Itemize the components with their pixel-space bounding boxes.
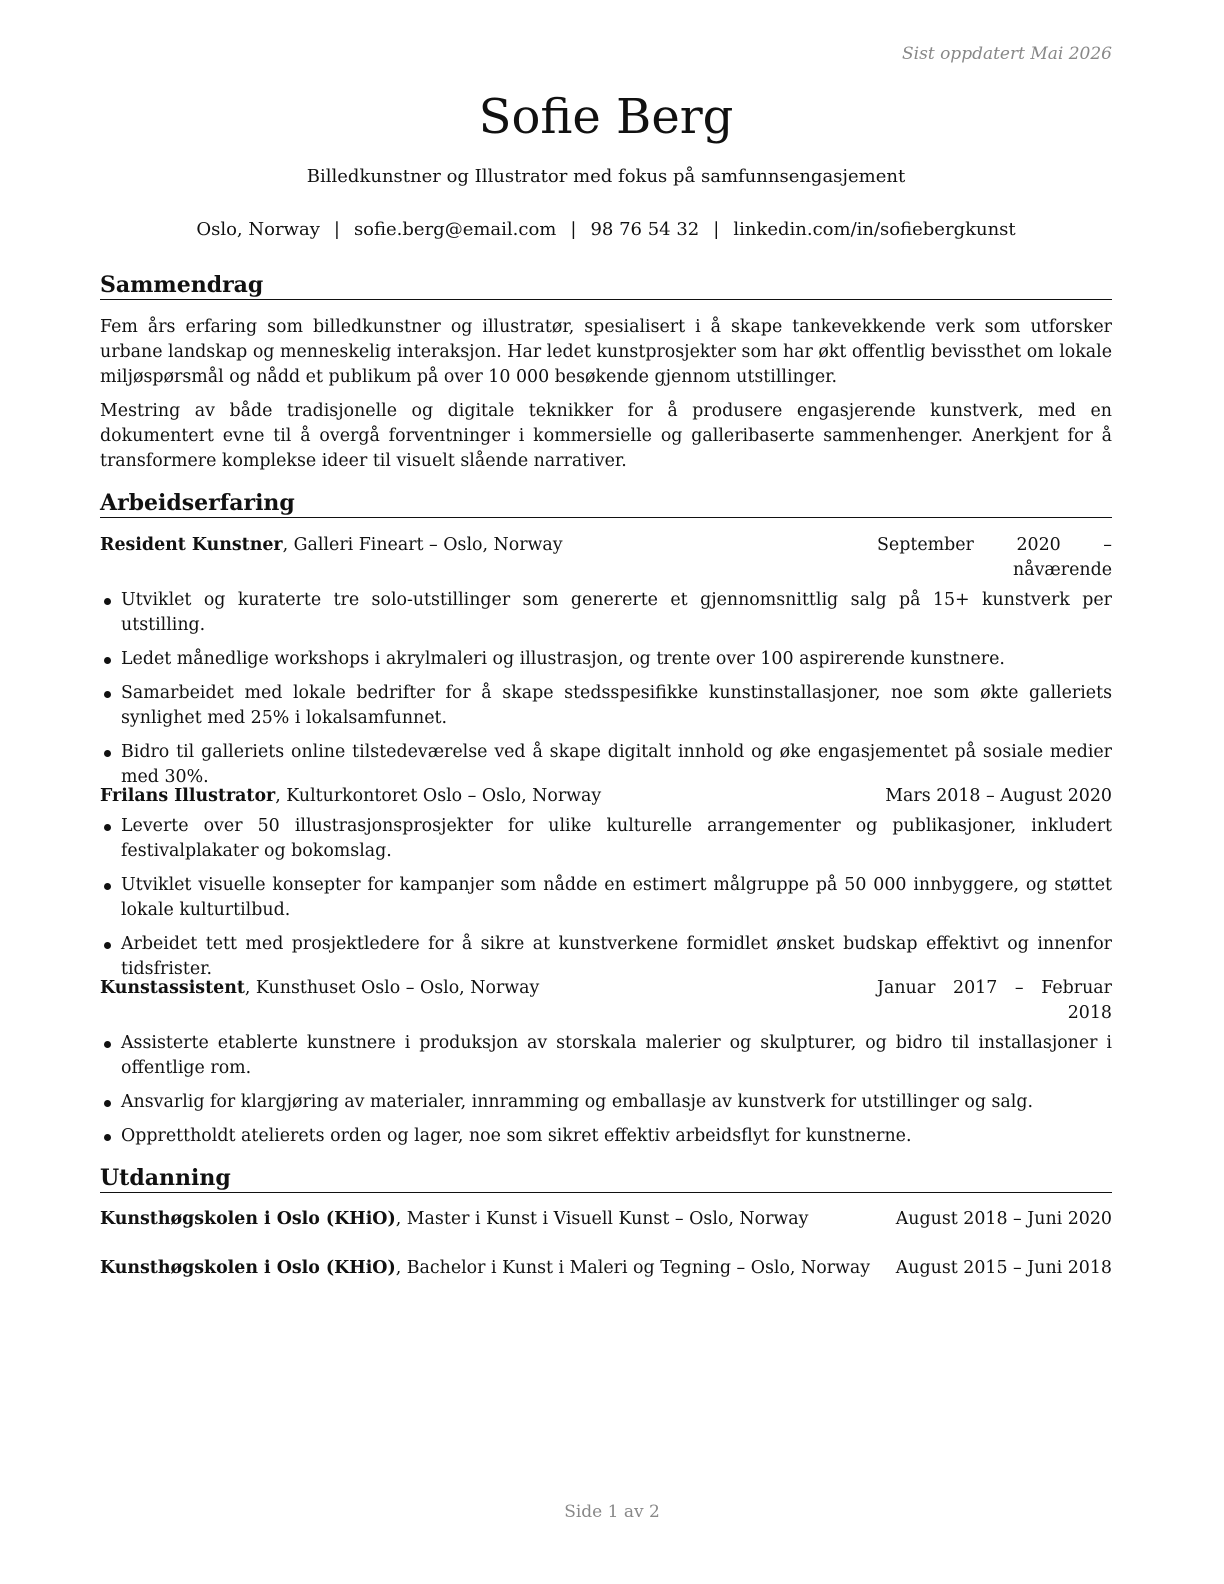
list-item: Bidro til galleriets online tilstedeværelse ved å skape digitalt innhold og øke engasjementet på sosiale medier med 30%.	[100, 740, 1112, 790]
contact-email[interactable]: sofie.berg@email.com	[353, 219, 557, 240]
education-dates: August 2015 – Juni 2018	[895, 1258, 1112, 1278]
job-bullets	[100, 814, 1112, 991]
contact-line	[100, 219, 1112, 240]
job-org: , Galleri Fineart – Oslo, Norway	[282, 535, 563, 555]
job-role: Kunstassistent	[100, 978, 245, 998]
job-bullets	[100, 588, 1112, 799]
list-item: Ledet månedlige workshops i akrylmaleri og illustrasjon, og trente over 100 aspirerende kunstnere.	[100, 647, 1112, 672]
section-title-education: Utdanning	[100, 1164, 1112, 1193]
list-item: Utviklet visuelle konsepter for kampanjer som nådde en estimert målgruppe på 50 000 innbyggere, og støttet lokale kulturtilbud.	[100, 873, 1112, 923]
job-header	[100, 784, 1112, 809]
list-item: Ansvarlig for klargjøring av materialer, innramming og emballasje av kunstverk for utstillinger og salg.	[100, 1090, 1112, 1115]
contact-separator: |	[570, 219, 577, 240]
list-item: Utviklet og kuraterte tre solo-utstillinger som genererte et gjennomsnittlig salg på 15+ kunstverk per utstilling.	[100, 588, 1112, 638]
education-dates: August 2018 – Juni 2020	[895, 1209, 1112, 1229]
last-updated-note: Sist oppdatert Mai 2026	[902, 44, 1112, 64]
list-item: Leverte over 50 illustrasjonsprosjekter for ulike kulturelle arrangementer og publikasjoner, inkludert festivalplakater og bokomslag.	[100, 814, 1112, 864]
list-item: Samarbeidet med lokale bedrifter for å skape stedsspesifikke kunstinstallasjoner, noe som økte galleriets synlighet med 25% i lokalsamfunnet.	[100, 681, 1112, 731]
contact-linkedin[interactable]: linkedin.com/in/sofiebergkunst	[733, 219, 1016, 240]
candidate-name: Sofie Berg	[478, 89, 734, 145]
list-item: Arbeidet tett med prosjektledere for å sikre at kunstverkene formidlet ønsket budskap effektivt og innenfor tidsfrister.	[100, 932, 1112, 982]
job-dates: Januar 2017 – Februar 2018	[877, 978, 1112, 1023]
job-role: Frilans Illustrator	[100, 786, 276, 806]
section-title-summary: Sammendrag	[100, 271, 1112, 300]
summary-paragraph: Mestring av både tradisjonelle og digitale teknikker for å produsere engasjerende kunstverk, med en dokumentert evne til å overgå forventninger i kommersielle og galleribaserte sammenhenger. Anerkjent for å transformere komplekse ideer til visuelt slående narrativer.	[100, 401, 1112, 471]
job-dates: Mars 2018 – August 2020	[885, 786, 1112, 806]
contact-separator: |	[333, 219, 340, 240]
education-school: Kunsthøgskolen i Oslo (KHiO)	[100, 1209, 396, 1229]
job-header	[100, 976, 1112, 1023]
page-number: Side 1 av 2	[564, 1502, 660, 1522]
job-header	[100, 533, 1112, 580]
education-school: Kunsthøgskolen i Oslo (KHiO)	[100, 1258, 396, 1278]
contact-phone: 98 76 54 32	[590, 219, 700, 240]
list-item: Assisterte etablerte kunstnere i produksjon av storskala malerier og skulpturer, og bidro til installasjoner i offentlige rom.	[100, 1031, 1112, 1081]
job-role: Resident Kunstner	[100, 535, 283, 555]
education-degree: , Bachelor i Kunst i Maleri og Tegning – Oslo, Norway	[395, 1258, 871, 1278]
education-entry	[100, 1256, 1112, 1281]
summary-paragraph: Fem års erfaring som billedkunstner og illustratør, spesialisert i å skape tankevekkende verk som utforsker urbane landskap og menneskelig interaksjon. Har ledet kunstprosjekter som har økt offentlig bevissthet om lokale miljøspørsmål og nådd et publikum på over 10 000 besøkende gjennom utstillinger.	[100, 317, 1112, 387]
education-degree: , Master i Kunst i Visuell Kunst – Oslo, Norway	[395, 1209, 809, 1229]
job-org: , Kulturkontoret Oslo – Oslo, Norway	[275, 786, 602, 806]
education-entry	[100, 1207, 1112, 1232]
job-bullets	[100, 1031, 1112, 1158]
job-dates: September 2020 – nåværende	[877, 535, 1112, 580]
job-org: , Kunsthuset Oslo – Oslo, Norway	[244, 978, 540, 998]
section-title-experience: Arbeidserfaring	[100, 489, 1112, 518]
contact-location: Oslo, Norway	[196, 219, 320, 240]
list-item: Opprettholdt atelierets orden og lager, noe som sikret effektiv arbeidsflyt for kunstnerne.	[100, 1124, 1112, 1149]
contact-separator: |	[713, 219, 720, 240]
candidate-tagline: Billedkunstner og Illustrator med fokus på samfunnsengasjement	[306, 166, 906, 187]
